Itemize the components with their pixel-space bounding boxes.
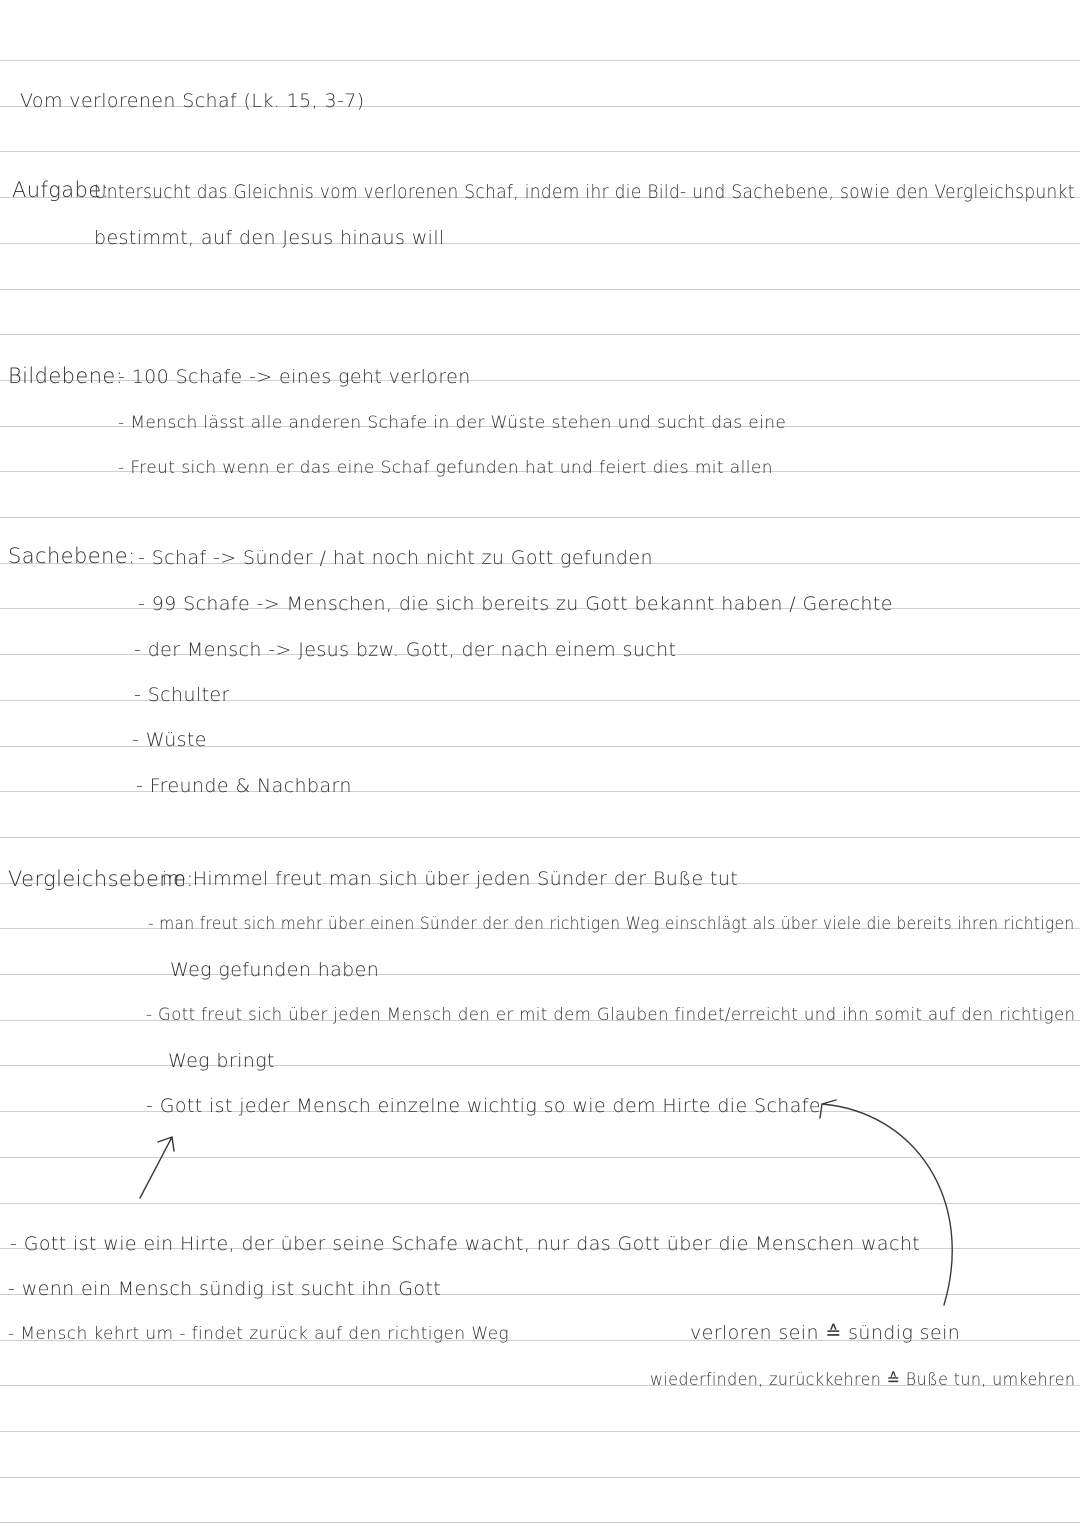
note-item: - Mensch kehrt um - findet zurück auf den richtigen Weg bbox=[8, 1324, 510, 1344]
sachebene-label: Sachebene: bbox=[8, 544, 136, 568]
sachebene-item: - Schulter bbox=[134, 684, 230, 706]
bildebene-item: - 100 Schafe -> eines geht verloren bbox=[118, 366, 471, 388]
note-item: - Gott ist wie ein Hirte, der über seine Schafe wacht, nur das Gott über die Menschen wacht bbox=[10, 1233, 921, 1255]
vergleichsebene-label: Vergleichsebene: bbox=[8, 867, 194, 891]
bildebene-item: - Mensch lässt alle anderen Schafe in der Wüste stehen und sucht das eine bbox=[118, 413, 787, 433]
vergleichsebene-item: - Gott freut sich über jeden Mensch den er mit dem Glauben findet/erreicht und ihn somit auf den richtigen bbox=[146, 1005, 1076, 1025]
sachebene-item: - 99 Schafe -> Menschen, die sich bereits zu Gott bekannt haben / Gerechte bbox=[138, 593, 893, 615]
task-line-1: Untersucht das Gleichnis vom verlorenen Schaf, indem ihr die Bild- und Sachebene, sowie den Vergleichspunkt bbox=[94, 181, 1075, 203]
bildebene-item: - Freut sich wenn er das eine Schaf gefunden hat und feiert dies mit allen bbox=[118, 458, 773, 478]
bildebene-label: Bildebene: bbox=[8, 364, 124, 388]
sachebene-item: - Schaf -> Sünder / hat noch nicht zu Gott gefunden bbox=[138, 547, 653, 569]
vergleichsebene-item: Weg gefunden haben bbox=[170, 959, 380, 981]
sachebene-item: - Wüste bbox=[132, 729, 207, 751]
task-label: Aufgabe: bbox=[12, 178, 110, 202]
page-title: Vom verlorenen Schaf (Lk. 15, 3-7) bbox=[20, 90, 365, 112]
vergleichsebene-item: - man freut sich mehr über einen Sünder der den richtigen Weg einschlägt als über viele die bereits ihren richtigen bbox=[148, 914, 1075, 934]
vergleichsebene-item: - im Himmel freut man sich über jeden Sünder der Buße tut bbox=[148, 868, 739, 890]
note-item: - wenn ein Mensch sündig ist sucht ihn Gott bbox=[8, 1278, 442, 1300]
arrow-up-left bbox=[140, 1137, 174, 1198]
vergleichsebene-item: Weg bringt bbox=[168, 1050, 275, 1072]
sachebene-item: - Freunde & Nachbarn bbox=[136, 775, 352, 797]
equivalence-item: verloren sein ≙ sündig sein bbox=[690, 1322, 961, 1344]
vergleichsebene-item: - Gott ist jeder Mensch einzelne wichtig so wie dem Hirte die Schafe bbox=[146, 1095, 821, 1117]
sachebene-item: - der Mensch -> Jesus bzw. Gott, der nach einem sucht bbox=[134, 639, 677, 661]
equivalence-item: wiederfinden, zurückkehren ≙ Buße tun, umkehren bbox=[650, 1370, 1076, 1390]
task-line-2: bestimmt, auf den Jesus hinaus will bbox=[94, 227, 445, 249]
curved-arrow-right bbox=[820, 1100, 952, 1305]
